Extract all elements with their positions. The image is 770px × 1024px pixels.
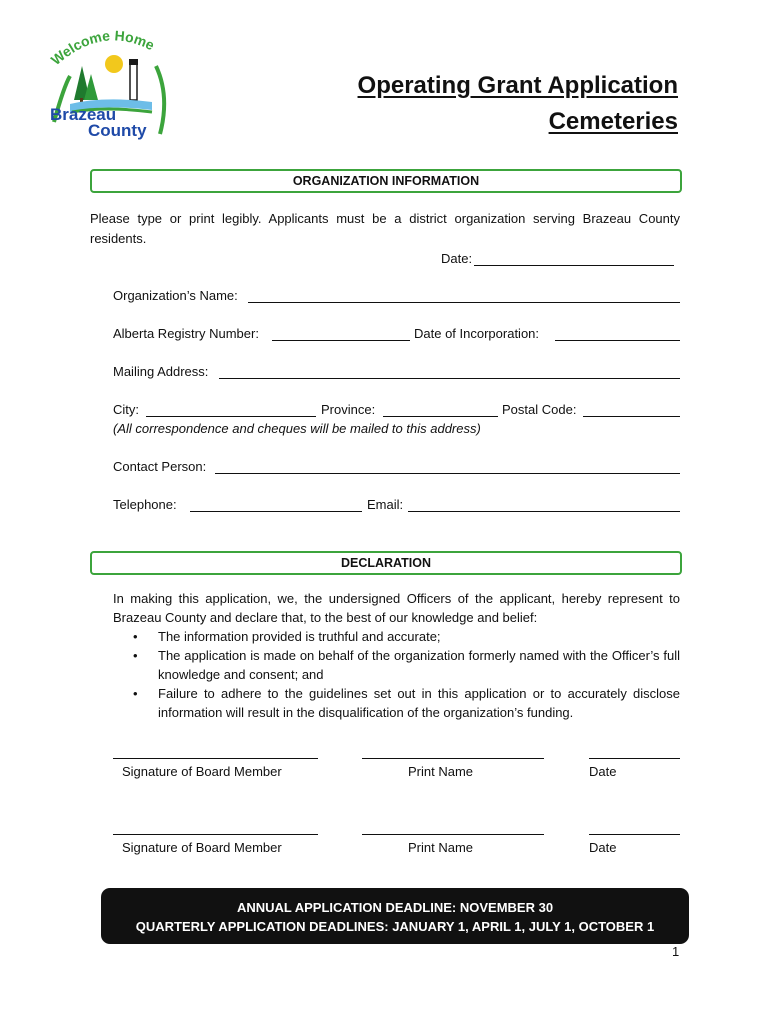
sig-date-line-1[interactable] [589, 758, 680, 759]
org-info-heading: ORGANIZATION INFORMATION [90, 169, 682, 193]
org-name-label: Organization’s Name: [113, 288, 238, 303]
city-field[interactable] [146, 402, 316, 417]
declaration-item: • The information provided is truthful and accurate; [113, 627, 680, 646]
signature-line-1[interactable] [113, 758, 318, 759]
postal-label: Postal Code: [502, 402, 577, 417]
svg-text:Welcome Home [48, 27, 158, 68]
declaration-item: • The application is made on behalf of the organization formerly named with the Officer’s full knowledge and consent; and [113, 646, 680, 684]
deadline-banner [101, 888, 689, 944]
signature-label-2: Signature of Board Member [122, 840, 282, 855]
postal-field[interactable] [583, 402, 680, 417]
org-intro-text: Please type or print legibly. Applicants must be a district organization serving Brazeau County residents. [90, 211, 680, 246]
declaration-intro: In making this application, we, the undersigned Officers of the applicant, hereby represent to Brazeau County and declare that, to the best of our knowledge and belief: [113, 591, 680, 625]
city-label: City: [113, 402, 139, 417]
mailing-label: Mailing Address: [113, 364, 209, 379]
sig-date-label-1: Date [589, 764, 617, 779]
registry-field[interactable] [272, 326, 410, 341]
telephone-label: Telephone: [113, 497, 177, 512]
correspondence-note: (All correspondence and cheques will be mailed to this address) [113, 421, 481, 436]
title-line-1: Operating Grant Application [357, 72, 678, 99]
page-title [358, 68, 678, 140]
mailing-field[interactable] [219, 364, 680, 379]
print-name-label-1: Print Name [408, 764, 474, 779]
email-field[interactable] [408, 497, 680, 512]
brazeau-county-logo [44, 26, 174, 142]
print-name-line-2[interactable] [362, 834, 544, 835]
contact-field[interactable] [215, 459, 680, 474]
signature-label-1: Signature of Board Member [122, 764, 282, 779]
quarterly-deadlines: QUARTERLY APPLICATION DEADLINES: JANUARY 1, APRIL 1, JULY 1, OCTOBER 1 [135, 919, 655, 934]
print-name-line-1[interactable] [362, 758, 544, 759]
page-number: 1 [672, 944, 680, 959]
title-line-2: Cemeteries [548, 108, 678, 135]
email-label: Email: [367, 497, 404, 512]
logo-arc-text: Welcome Home [47, 27, 158, 69]
province-label: Province: [321, 402, 376, 417]
signature-line-2[interactable] [113, 834, 318, 835]
declaration-heading: DECLARATION [90, 551, 682, 575]
sig-date-line-2[interactable] [589, 834, 680, 835]
declaration-item: • Failure to adhere to the guidelines set out in this application or to accurately disclose information will result in the disqualification of the organization’s funding. [113, 684, 680, 722]
logo-name-line2: County [88, 121, 147, 140]
incorporation-label: Date of Incorporation: [414, 326, 540, 341]
registry-label: Alberta Registry Number: [113, 326, 259, 341]
annual-deadline: ANNUAL APPLICATION DEADLINE: NOVEMBER 30 [236, 900, 554, 915]
print-name-label-2: Print Name [408, 840, 474, 855]
sig-date-label-2: Date [589, 840, 617, 855]
date-label: Date: [441, 251, 473, 266]
date-field[interactable] [474, 251, 674, 266]
org-name-field[interactable] [248, 288, 680, 303]
incorporation-field[interactable] [555, 326, 680, 341]
declaration-list [113, 627, 680, 722]
telephone-field[interactable] [190, 497, 362, 512]
logo-name-line1: Brazeau [50, 105, 117, 124]
contact-label: Contact Person: [113, 459, 207, 474]
province-field[interactable] [383, 402, 498, 417]
